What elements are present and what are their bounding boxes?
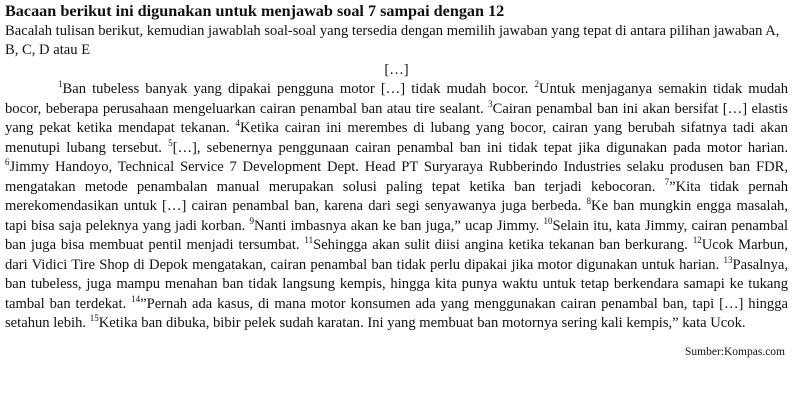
sentence-number: 7 [664,176,670,187]
sentence-number: 2 [534,79,540,90]
sentence-number: 1 [58,79,63,90]
instruction-text: Bacalah tulisan berikut, kemudian jawablah soal-soal yang tersedia dengan memilih jawaban yang tepat di antara pilihan jawaban A, B, C, D atau E [5,23,780,58]
sentence-text: Untuk menjaganya semakin tidak mudah bocor, beberapa perusahaan mengeluarkan cairan penambal ban atau tire sealant. [5,81,788,117]
sentence-number: 6 [5,157,10,168]
sentence-number: 14 [131,293,141,304]
sentence-text: Selain itu, kata Jimmy, cairan penambal ban juga bisa membuat pentil menjadi tersumbat. [5,217,789,253]
sentence-text: […], sebenernya penggunaan cairan penambal ban ini tidak tepat jika digunakan pada motor harian. [172,139,789,156]
sentence-number: 13 [723,254,733,265]
sentence-text: Ban tubeless banyak yang dipakai pengguna motor […] tidak mudah bocor. [62,81,535,97]
sentence-text: Ucok Marbun, dari Vidici Tire Shop di Depok mengatakan, cairan penambal ban tidak perlu dipakai jika motor digunakan untuk harian. [5,237,788,273]
source-credit: Sumber:Kompas.com [685,345,785,358]
sentence-text: ”Kita tidak pernah merekomendasikan untuk […] cairan penambal ban, karena dari segi senyawanya juga berbeda. [5,178,789,214]
sentence-number: 4 [235,118,240,129]
sentence-number: 10 [543,215,553,226]
sentence-text: Nanti imbasnya akan ke ban juga,” ucap Jimmy. [253,217,544,234]
sentence-text: Sehingga akan sulit diisi angina ketika tekanan ban berkurang. [313,237,693,253]
sentence-text: Ketika cairan ini merembes di lubang yang bocor, cairan yang berubah sifatnya tadi akan menutupi lubang tersebut. [5,120,788,156]
sentence-text: Ke ban mungkin engga masalah, tapi bisa saja peleknya yang jadi korban. [5,198,789,234]
sentence-number: 3 [488,98,493,109]
sentence-number: 5 [168,137,173,148]
sentence-number: 9 [249,215,254,226]
sentence-text: Jimmy Handoyo, Technical Service 7 Development Dept. Head PT Suryaraya Rubberindo Industries selaku produsen ban FDR, mengatakan metode penambalan manual merupakan solusi paling tepat ketika ban terjadi kebocoran. [5,159,788,195]
sentence-number: 15 [89,313,99,324]
sentence-text: ”Pernah ada kasus, di mana motor konsumen ada yang menggunakan cairan penambal ban, tapi […] hingga setahun lebih. [5,295,789,331]
sentence-text: Cairan penambal ban ini akan bersifat […] elastis yang pekat ketika mendapat tekanan. [5,100,788,136]
sentence-number: 8 [586,196,592,207]
sentence-number: 12 [692,235,702,246]
passage-title: […] [384,62,409,78]
section-heading: Bacaan berikut ini digunakan untuk menjawab soal 7 sampai dengan 12 [5,2,505,20]
sentence-text: Ketika ban dibuka, bibir pelek sudah karatan. Ini yang membuat ban motornya sering kali kempis,” kata Ucok. [98,315,746,331]
sentence-number: 11 [304,235,314,246]
passage-body [5,80,788,334]
sentence-text: Pasalnya, ban tubeless, juga mampu menahan ban tidak langsung kempis, hingga kita punya waktu untuk tetap berkendara samapi ke tukang tambal ban terdekat. [5,256,788,312]
